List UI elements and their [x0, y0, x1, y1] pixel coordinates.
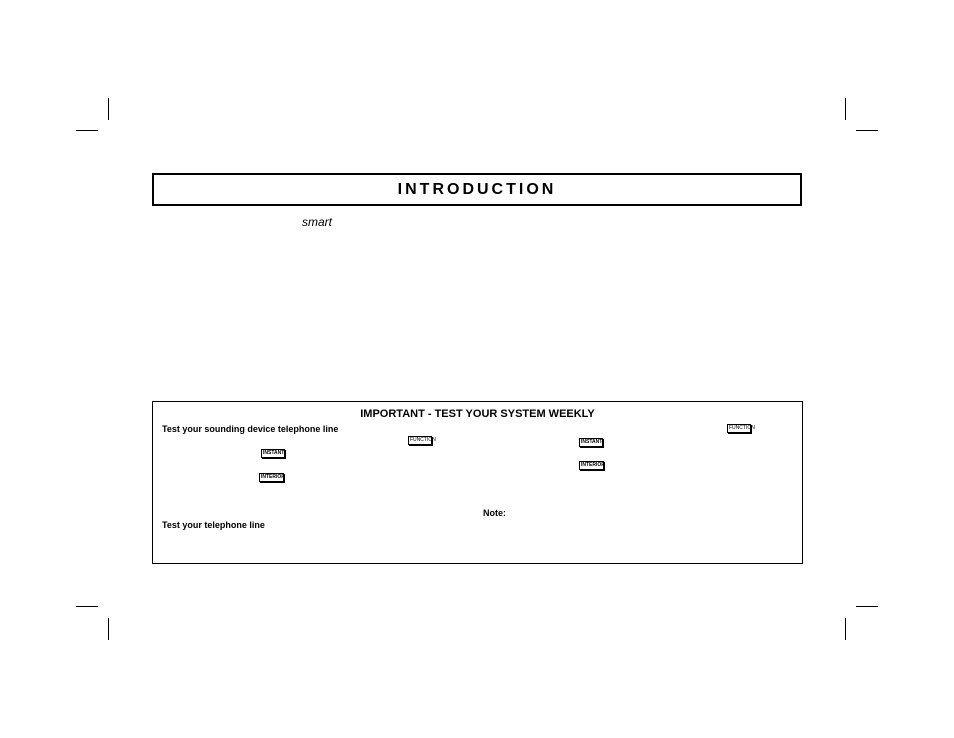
sounding-device-test-line: Test your sounding device telephone line [162, 424, 339, 434]
crop-mark-top-left-vertical [108, 98, 109, 120]
crop-mark-bottom-right-vertical [845, 618, 846, 640]
important-notice-box [152, 401, 803, 564]
interior-key-icon: INTERIOR [261, 474, 285, 480]
crop-mark-bottom-left-horizontal [76, 606, 98, 607]
crop-mark-top-left-horizontal [76, 130, 98, 131]
section-title-box [152, 173, 802, 206]
section-title: INTRODUCTION [397, 180, 557, 198]
instant-key-icon: INSTANT [263, 450, 285, 456]
italic-smart-word: smart [302, 215, 332, 229]
important-heading: IMPORTANT - TEST YOUR SYSTEM WEEKLY [360, 408, 595, 420]
function-key-icon: FUNCTION [729, 425, 755, 431]
function-key-icon: FUNCTION [410, 437, 436, 443]
telephone-line-test-line: Test your telephone line [162, 520, 265, 530]
crop-mark-top-right-horizontal [856, 130, 878, 131]
interior-key-icon: INTERIOR [581, 462, 605, 468]
instant-key-icon: INSTANT [581, 439, 603, 445]
crop-mark-top-right-vertical [845, 98, 846, 120]
note-label: Note: [483, 508, 506, 518]
crop-mark-bottom-right-horizontal [856, 606, 878, 607]
crop-mark-bottom-left-vertical [108, 618, 109, 640]
